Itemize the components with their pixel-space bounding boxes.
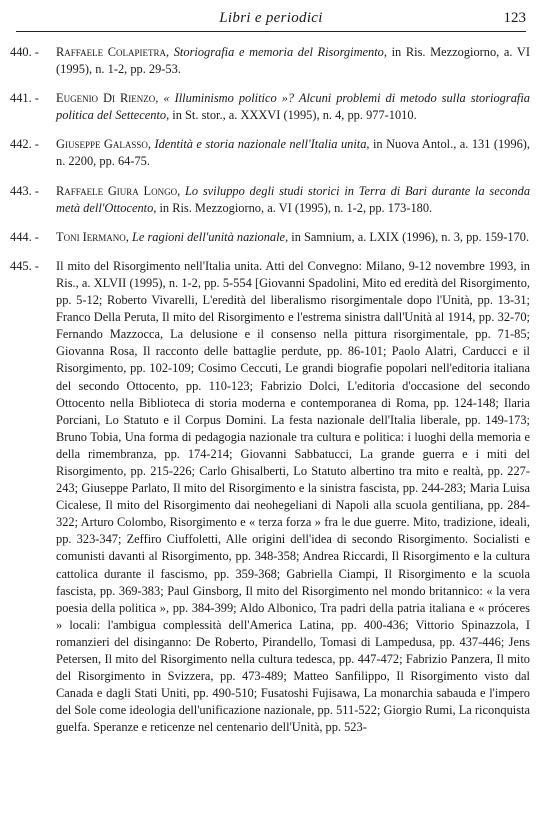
entry-author: Giuseppe Galasso bbox=[56, 137, 148, 152]
bibliography-list bbox=[10, 44, 530, 748]
entry-author: Eugenio Di Rienzo bbox=[56, 91, 156, 106]
entry-number: 441. - bbox=[10, 91, 39, 106]
entry-citation: , in Nuova Antol., a. 131 (1996), n. 2200, pp. 64-75. bbox=[56, 137, 530, 169]
entry-title: Storiografia e memoria del Risorgimento bbox=[173, 45, 384, 59]
entry-author: Raffaele Giura Longo bbox=[56, 183, 178, 198]
header-rule bbox=[16, 31, 526, 32]
page-number: 123 bbox=[503, 10, 526, 26]
entry-number: 443. - bbox=[10, 183, 39, 198]
entry-title: « Illuminismo politico »? Alcuni problemi di metodo sulla storiografia politica del Settecento bbox=[56, 91, 530, 123]
bibliography-entry: 442. - Giuseppe Galasso, Identità e storia nazionale nell'Italia unita, in Nuova Antol., a. 131 (1996), n. 2200, pp. 64-75. bbox=[10, 137, 530, 169]
entry-author: Toni Iermano bbox=[56, 229, 126, 244]
bibliography-entry: 443. - Raffaele Giura Longo, Lo sviluppo degli studi storici in Terra di Bari durante la seconda metà dell'Ottocento, in Ris. Mezzogiorno, a. VI (1995), n. 1-2, pp. 173-180. bbox=[10, 183, 531, 215]
entry-citation: , in Samnium, a. LXIX (1996), n. 3, pp. 159-170. bbox=[285, 229, 530, 244]
entry-citation: , in Ris. Mezzogiorno, a. VI (1995), n. 1-2, pp. 173-180. bbox=[153, 200, 433, 215]
bibliography-entry: 440. - Raffaele Colapietra, Storiografia e memoria del Risorgimento, in Ris. Mezzogiorno, a. VI (1995), n. 1-2, pp. 29-53. bbox=[10, 45, 530, 77]
entry-number: 442. - bbox=[10, 137, 39, 152]
entry-number: 444. - bbox=[10, 229, 39, 244]
entry-citation: , in Ris. Mezzogiorno, a. VI (1995), n. 1-2, pp. 29-53. bbox=[56, 45, 530, 77]
entry-number: 445. - bbox=[10, 258, 39, 273]
entry-title: Identità e storia nazionale nell'Italia unita bbox=[154, 137, 367, 152]
bibliography-entry-long bbox=[10, 258, 530, 737]
bibliography-entry: 444. - Toni Iermano, Le ragioni dell'unità nazionale, in Samnium, a. LXIX (1996), n. 3, pp. 159-170. bbox=[10, 229, 530, 246]
entry-author: Raffaele Colapietra bbox=[56, 45, 166, 59]
entry-number: 440. - bbox=[10, 45, 39, 59]
entry-title: Le ragioni dell'unità nazionale bbox=[132, 229, 286, 244]
running-title: Libri e periodici bbox=[219, 10, 323, 26]
entry-title: Lo sviluppo degli studi storici in Terra di Bari durante la seconda metà dell'Ottocento bbox=[56, 183, 531, 215]
entry-citation: , in St. stor., a. XXXVI (1995), n. 4, pp. 977-1010. bbox=[166, 108, 417, 123]
entry-body: Il mito del Risorgimento nell'Italia unita. Atti del Convegno: Milano, 9-12 novembre 1993, in Ris., a. XLVII (1995), n. 1-2, pp. 5-554 [Giovanni Spadolini, Mito ed eredità del Risorgimento, pp. 5-12; Roberto Vivarelli, L'eredità del liberalismo risorgimentale dopo l'Unità, pp. 13-31; Franco Della Peruta, Il mito del Risorgimento e l'estrema sinistra dall'Unità al 1914, pp. 32-70; Fernando Mazzocca, La delusione e il consenso nella pittura risorgimentale, pp. 71-85; Giovanna Rosa, Il racconto delle battaglie perdute, pp. 86-101; Paolo Alatri, Carducci e il Risorgimento, pp. 102-109; Cosimo Ceccuti, Le grandi biografie popolari nell'editoria italiana del secondo Ottocento, pp. 110-123; Fabrizio Dolci, L'editoria d'occasione del secondo Ottocento nella Biblioteca di storia moderna e contemporanea di Roma, pp. 124-148; Ilaria Porciani, Lo Statuto e il Corpus Domini. La festa nazionale dell'Italia liberale, pp. 149-173; Bruno Tobia, Una forma di pedagogia nazionale tra cultura e politica: i luoghi della memoria e della rimembranza, pp. 174-214; Giovanni Sabbatucci, La grande guerra e i miti del Risorgimento, pp. 215-226; Carlo Ghisalberti, Lo Statuto albertino tra mito e realtà, pp. 227-243; Giuseppe Parlato, Il mito del Risorgimento e la sinistra fascista, pp. 244-283; Maria Luisa Cicalese, Il mito del Risorgimento dai neohegeliani di Napoli alla scuola gentiliana, pp. 284-322; Arturo Colombo, Risorgimento e « terza forza » fra le due guerre. Mito, tradizione, ideali, pp. 323-347; Zeffiro Ciuffoletti, Alle origini dell'idea di secondo Risorgimento. Socialisti e comunisti davanti al Risorgimento, pp. 348-358; Andrea Riccardi, Il Risorgimento e la cultura cattolica durante il fascismo, pp. 359-368; Gabriella Ciampi, Il Risorgimento e la scuola fascista, pp. 369-383; Paul Ginsborg, Il mito del Risorgimento nel mondo britannico: « la vera poesia della politica », pp. 384-399; Aldo Albonico, Tra padri della patria italiana e « próceres » locali: l'ambigua complessità dell'America Latina, pp. 400-436; Vittorio Spinazzola, I romanzieri del disinganno: De Roberto, Pirandello, Tomasi di Lampedusa, pp. 437-446; Jens Petersen, Il mito del Risorgimento nella cultura tedesca, pp. 447-472; Fabrizio Panzera, Il mito del Risorgimento in Svizzera, pp. 473-489; Matteo Sanfilippo, Il Risorgimento visto dal Canada e dagli Stati Uniti, pp. 490-510; Fusatoshi Fujisawa, La monarchia sabauda e l'impero del Sole come ideologia dell'unificazione nazionale, pp. 511-522; Giorgio Rumi, La riconquista guelfa. Speranze e reticenze nel centenario dell'Unità, pp. 523- bbox=[56, 258, 530, 735]
page-header bbox=[16, 8, 526, 32]
bibliography-entry: 441. - Eugenio Di Rienzo, « Illuminismo politico »? Alcuni problemi di metodo sulla storiografia politica del Settecento, in St. stor., a. XXXVI (1995), n. 4, pp. 977-1010. bbox=[10, 91, 530, 123]
